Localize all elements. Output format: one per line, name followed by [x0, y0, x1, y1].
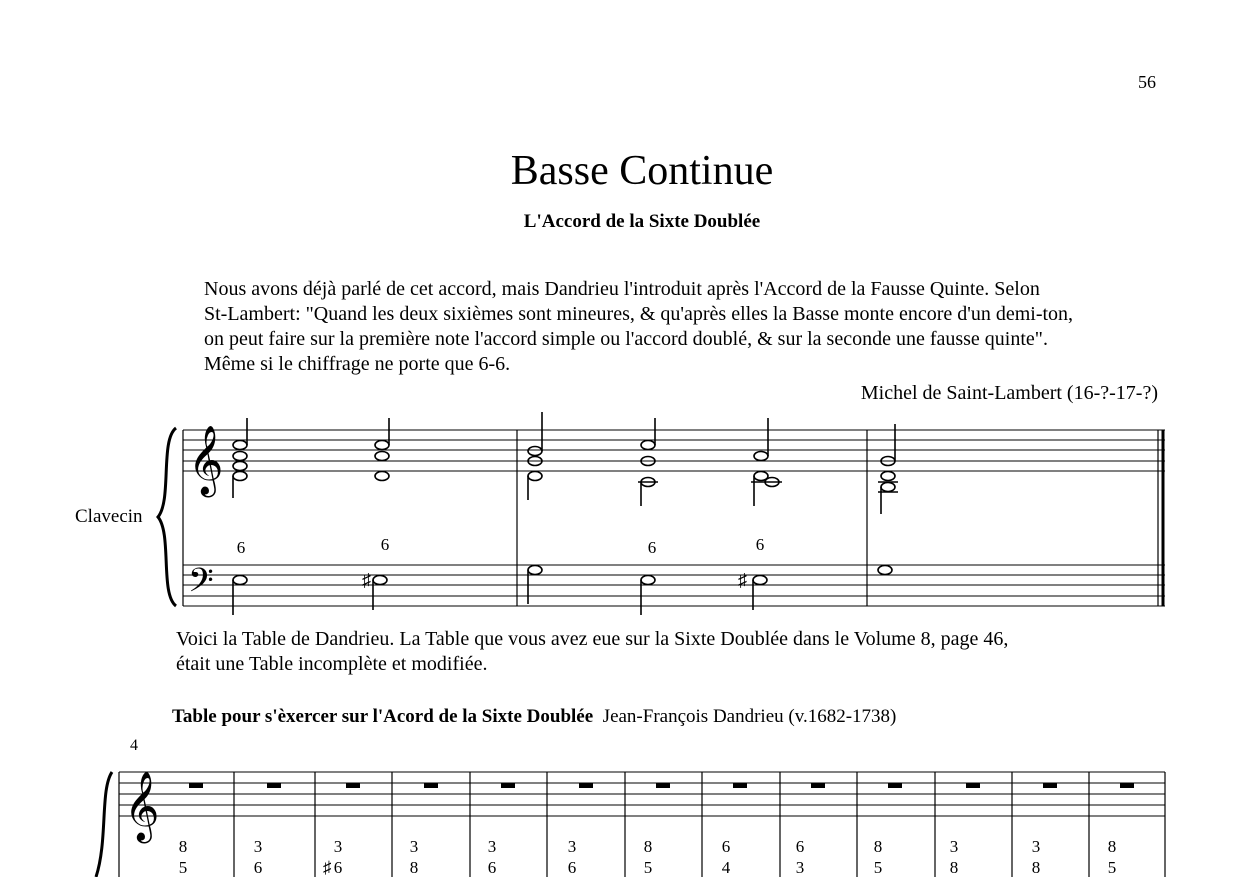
page-subtitle: L'Accord de la Sixte Doublée [523, 211, 761, 232]
table-figure-bottom: 6 [487, 858, 497, 877]
table-figures [179, 837, 1117, 877]
table-figure-top: 6 [795, 837, 805, 856]
table-figure-top: 8 [873, 837, 883, 856]
treble-clef-icon: 𝄞 [188, 427, 224, 493]
table-treble-staff [119, 772, 1165, 816]
intro-line: Même si le chiffrage ne porte que 6-6. [204, 353, 511, 375]
table-figure-top: 3 [409, 837, 419, 856]
table-figure-top: 3 [333, 837, 343, 856]
table-figure-bottom: 5 [178, 858, 188, 877]
figure-number: 6 [380, 535, 390, 554]
instrument-label: Clavecin [75, 506, 143, 527]
figure-number: 6 [236, 538, 246, 557]
table-brace [96, 772, 112, 877]
table-figure-bottom: 6 [567, 858, 577, 877]
intro-line: Nous avons déjà parlé de cet accord, mais Dandrieu l'introduit après l'Accord de la Fausse Quinte. Selon [204, 278, 1040, 300]
sharp-icon: ♯ [323, 858, 332, 877]
table-figure-bottom: 5 [643, 858, 653, 877]
bass-clef-icon: 𝄢 [188, 562, 214, 607]
page-number: 56 [1138, 72, 1156, 92]
table-figure-bottom: 5 [873, 858, 883, 877]
table-figure-top: 3 [1031, 837, 1041, 856]
table-figure-top: 3 [567, 837, 577, 856]
figure-number: 6 [647, 538, 657, 557]
table-figure-bottom: 8 [409, 858, 419, 877]
table-heading-title: Table pour s'èxercer sur l'Acord de la Sixte Doublée [172, 706, 594, 727]
sharp-icon: ♯ [738, 570, 747, 590]
whole-rests [189, 783, 1134, 788]
table-figure-bottom: 4 [721, 858, 731, 877]
table-figure-bottom: 8 [949, 858, 959, 877]
table-figure-top: 8 [178, 837, 188, 856]
table-figure-bottom: 8 [1031, 858, 1041, 877]
table-figure-top: 3 [949, 837, 959, 856]
intro-line: on peut faire sur la première note l'accord simple ou l'accord doublé, & sur la seconde une fausse quinte". [204, 328, 1048, 350]
table-intro-line: était une Table incomplète et modifiée. [176, 653, 488, 675]
page-title: Basse Continue [510, 148, 774, 194]
treble-clef-icon: 𝄞 [124, 773, 160, 839]
table-figure-bottom: 3 [795, 858, 805, 877]
sharp-icon: ♯ [362, 570, 371, 590]
table-figure-top: 8 [643, 837, 653, 856]
table-figure-top: 8 [1107, 837, 1117, 856]
attribution: Michel de Saint-Lambert (16-?-17-?) [860, 382, 1158, 404]
table-figure-bottom: 6 [253, 858, 263, 877]
table-heading-composer: Jean-François Dandrieu (v.1682-1738) [602, 706, 897, 727]
table-figure-top: 6 [721, 837, 731, 856]
table-figure-bottom: 5 [1107, 858, 1117, 877]
figure-number: 6 [755, 535, 765, 554]
intro-line: St-Lambert: "Quand les deux sixièmes sont mineures, & qu'après elles la Basse monte encore d'un demi-ton, [204, 303, 1074, 325]
table-figure-top: 3 [487, 837, 497, 856]
table-figure-top: 3 [253, 837, 263, 856]
table-figure-bottom: 6 [333, 858, 343, 877]
measure-number: 4 [130, 737, 138, 754]
table-intro-line: Voici la Table de Dandrieu. La Table que vous avez eue sur la Sixte Doublée dans le Volume 8, page 46, [176, 628, 1009, 650]
